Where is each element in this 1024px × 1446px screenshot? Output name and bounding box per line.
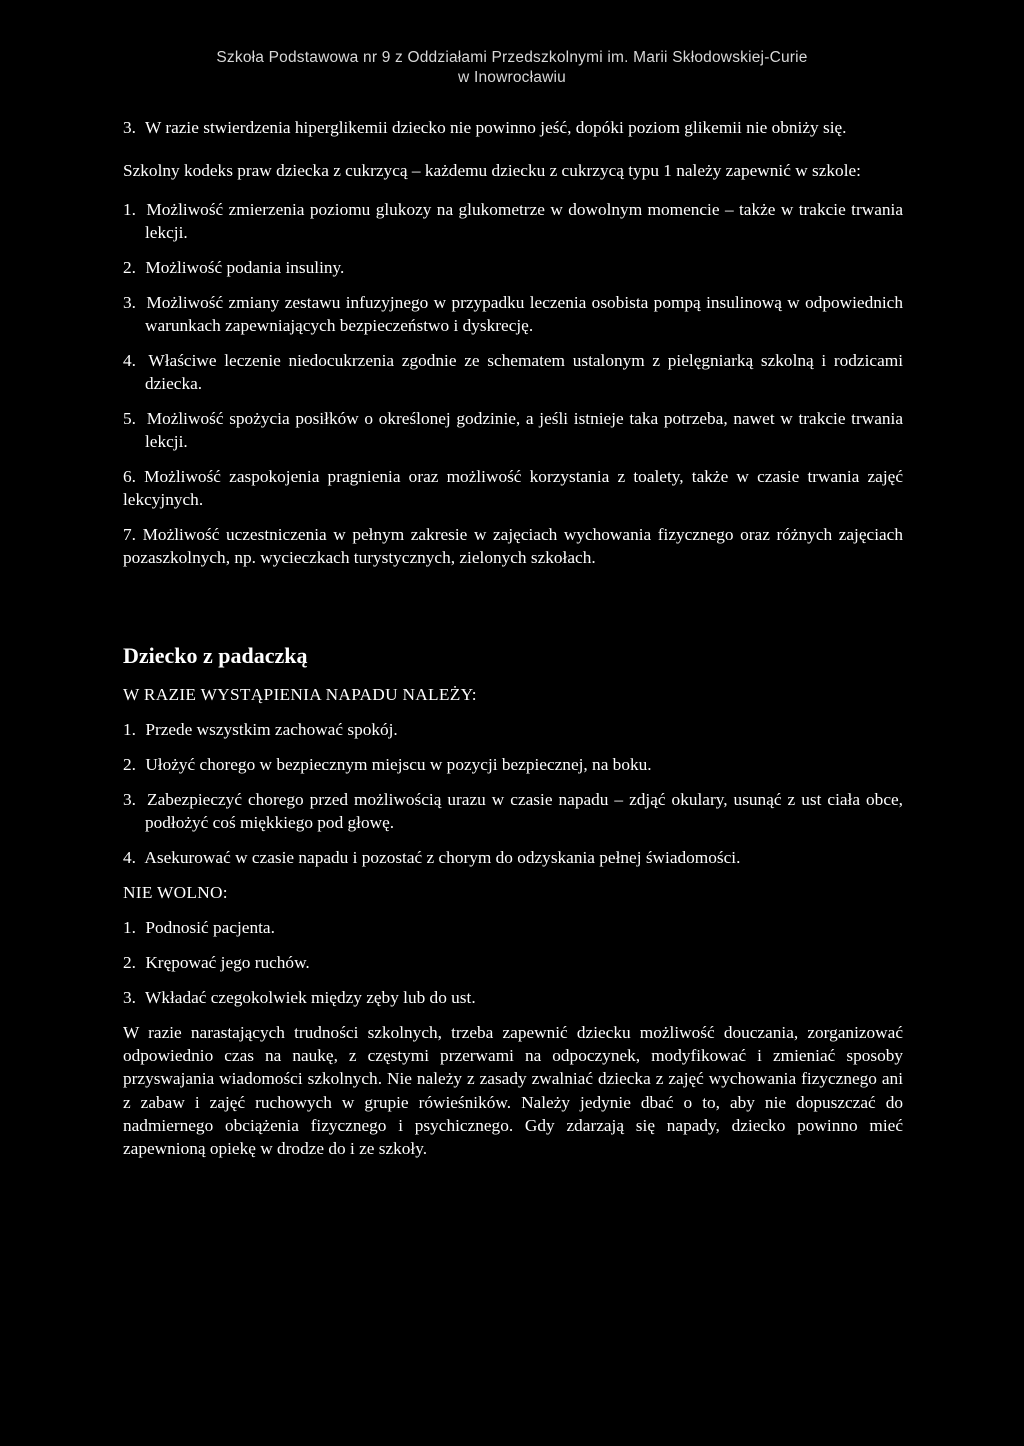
- list-item-text: Możliwość podania insuliny.: [145, 258, 345, 277]
- list-item-text: Zabezpieczyć chorego przed możliwością urazu w czasie napadu – zdjąć okulary, usunąć z ust ciała obce, podłożyć coś miękkiego pod głowę.: [145, 790, 903, 832]
- list-item: [123, 846, 903, 869]
- list-item-text: Możliwość zaspokojenia pragnienia oraz możliwość korzystania z toalety, także w czasie trwania zajęć lekcyjnych.: [123, 467, 903, 509]
- list-item: [123, 116, 903, 139]
- list-item-text: Przede wszystkim zachować spokój.: [145, 720, 398, 739]
- list-item-number: 3.: [123, 790, 136, 809]
- section-spacer: [123, 581, 903, 643]
- list-item-number: 2.: [123, 953, 136, 972]
- rights-code-intro: Szkolny kodeks praw dziecka z cukrzycą – każdemu dziecku z cukrzycą typu 1 należy zapewnić w szkole:: [123, 161, 861, 180]
- list-item-text: Ułożyć chorego w bezpiecznym miejscu w pozycji bezpiecznej, na boku.: [145, 755, 652, 774]
- list-item-number: 2.: [123, 755, 136, 774]
- list-item-number: 2.: [123, 258, 136, 277]
- diabetes-rights-list: [123, 198, 903, 569]
- list-item: [123, 407, 903, 453]
- must-list: [123, 718, 903, 869]
- list-item-text: Właściwe leczenie niedocukrzenia zgodnie ze schematem ustalonym z pielęgniarką szkolną i rodzicami dziecka.: [145, 351, 903, 393]
- list-item-number: 3.: [123, 118, 136, 137]
- list-item-text: Możliwość uczestniczenia w pełnym zakresie w zajęciach wychowania fizycznego oraz różnych zajęciach pozaszkolnych, np. wycieczkach turystycznych, zielonych szkołach.: [123, 525, 903, 567]
- header-school-name: Szkoła Podstawowa nr 9 z Oddziałami Przedszkolnymi im. Marii Skłodowskiej-Curie: [216, 49, 808, 66]
- section-title: Dziecko z padaczką: [123, 643, 308, 668]
- mustnot-heading: NIE WOLNO:: [123, 883, 228, 902]
- document-body: [123, 116, 903, 1160]
- mustnot-list: [123, 916, 903, 1009]
- list-item: [123, 718, 903, 741]
- list-item-number: 4.: [123, 848, 136, 867]
- list-item-number: 3.: [123, 293, 136, 312]
- list-item: [123, 788, 903, 834]
- list-item-text: Możliwość zmierzenia poziomu glukozy na glukometrze w dowolnym momencie – także w trakcie trwania lekcji.: [145, 200, 903, 242]
- list-item: [123, 256, 903, 279]
- list-item: [123, 986, 903, 1009]
- list-item-number: 4.: [123, 351, 136, 370]
- list-item: [123, 198, 903, 244]
- list-item-text: W razie stwierdzenia hiperglikemii dziecko nie powinno jeść, dopóki poziom glikemii nie obniży się.: [145, 118, 847, 137]
- list-item-text: Podnosić pacjenta.: [145, 918, 275, 937]
- list-item-text: Możliwość spożycia posiłków o określonej godzinie, a jeśli istnieje taka potrzeba, nawet w trakcie trwania lekcji.: [145, 409, 903, 451]
- list-item: [123, 916, 903, 939]
- list-item: [123, 465, 903, 511]
- list-item-number: 1.: [123, 200, 136, 219]
- list-item-text: Asekurować w czasie napadu i pozostać z chorym do odzyskania pełnej świadomości.: [144, 848, 741, 867]
- header-school-city: w Inowrocławiu: [458, 69, 566, 86]
- list-item-number: 7.: [123, 525, 136, 544]
- closing-paragraph: W razie narastających trudności szkolnych, trzeba zapewnić dziecku możliwość douczania, zorganizować odpowiednio czas na naukę, z częstymi przerwami na odpoczynek, modyfikować i zmieniać sposoby przyswajania wiadomości szkolnych. Nie należy z zasady zwalniać dziecka z zajęć wychowania fizycznego ani z zabaw i zajęć ruchowych w grupie rówieśników. Należy jedynie dbać o to, aby nie dopuszczać do nadmiernego obciążenia fizycznego i psychicznego. Gdy zdarzają się napady, dziecko powinno mieć zapewnioną opiekę w drodze do i ze szkoły.: [123, 1023, 903, 1159]
- list-item-number: 1.: [123, 918, 136, 937]
- list-item-number: 3.: [123, 988, 136, 1007]
- must-heading: W RAZIE WYSTĄPIENIA NAPADU NALEŻY:: [123, 685, 477, 704]
- list-item-number: 5.: [123, 409, 136, 428]
- list-item: [123, 523, 903, 569]
- list-item: [123, 753, 903, 776]
- list-item-number: 1.: [123, 720, 136, 739]
- list-item: [123, 349, 903, 395]
- list-item: [123, 951, 903, 974]
- list-item-text: Krępować jego ruchów.: [145, 953, 310, 972]
- page-header: [0, 48, 1024, 88]
- list-item-text: Wkładać czegokolwiek między zęby lub do ust.: [145, 988, 476, 1007]
- list-item: [123, 291, 903, 337]
- list-item-text: Możliwość zmiany zestawu infuzyjnego w przypadku leczenia osobista pompą insulinową w odpowiednich warunkach zapewniających bezpieczeństwo i dyskrecję.: [145, 293, 903, 335]
- list-item-number: 6.: [123, 467, 136, 486]
